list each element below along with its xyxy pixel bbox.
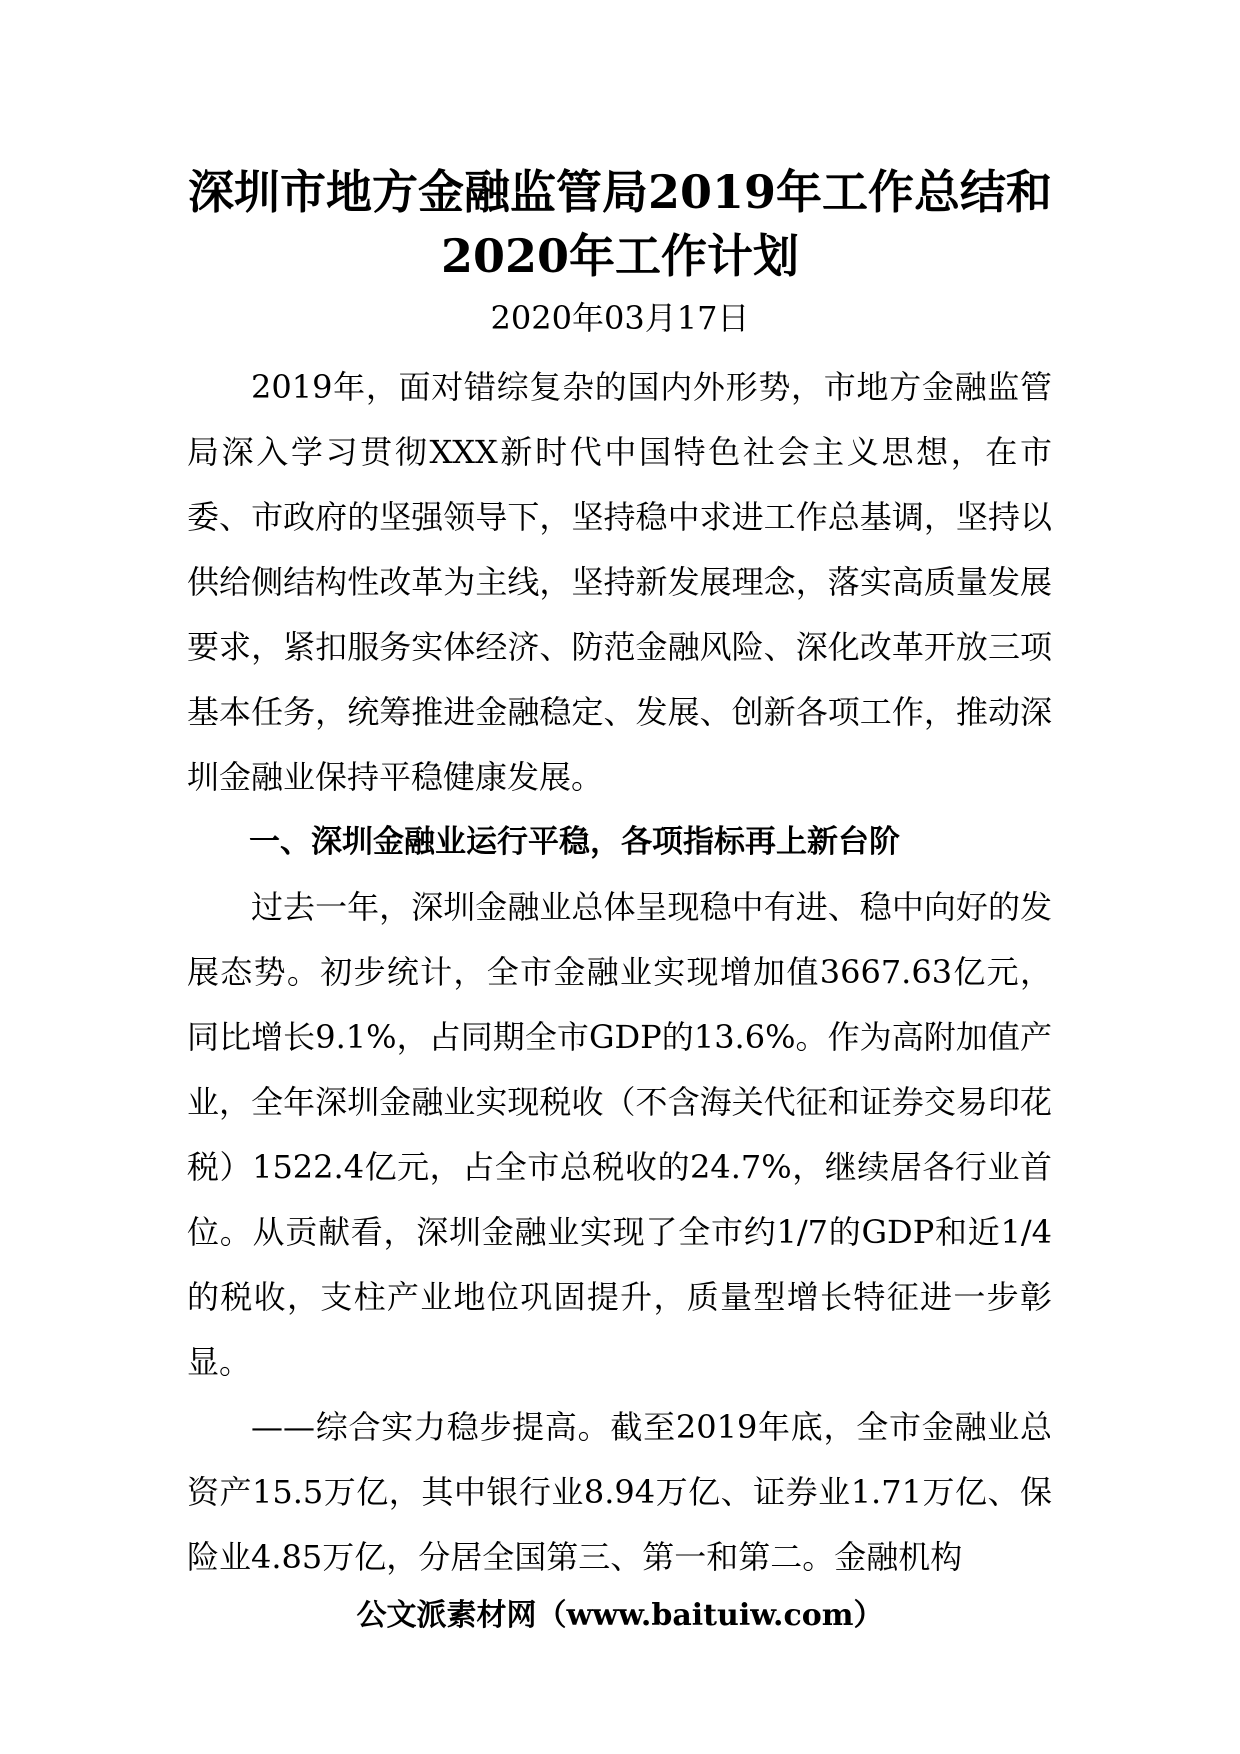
document-title-line-1: 深圳市地方金融监管局2019年工作总结和 <box>187 165 1053 219</box>
paragraph-overview: 过去一年，深圳金融业总体呈现稳中有进、稳中向好的发展态势。初步统计，全市金融业实现增加值3667.63亿元，同比增长9.1%，占同期全市GDP的13.6%。作为高附加值产业，全年深圳金融业实现税收（不含海关代征和证券交易印花税）1522.4亿元，占全市总税收的24.7%，继续居各行业首位。从贡献看，深圳金融业实现了全市约1/7的GDP和近1/4的税收，支柱产业地位巩固提升，质量型增长特征进一步彰显。 <box>187 888 1052 1381</box>
paragraph-intro: 2019年，面对错综复杂的国内外形势，市地方金融监管局深入学习贯彻XXX新时代中国特色社会主义思想，在市委、市政府的坚强领导下，坚持稳中求进工作总基调，坚持以供给侧结构性改革为主线，坚持新发展理念，落实高质量发展要求，紧扣服务实体经济、防范金融风险、深化改革开放三项基本任务，统筹推进金融稳定、发展、创新各项工作，推动深圳金融业保持平稳健康发展。 <box>187 368 1052 796</box>
document-title-line-2: 2020年工作计划 <box>440 229 800 283</box>
document-date: 2020年03月17日 <box>490 299 750 337</box>
footer-watermark: 公文派素材网（www.baituiw.com） <box>356 1598 884 1633</box>
paragraph-strength: ——综合实力稳步提高。截至2019年底，全市金融业总资产15.5万亿，其中银行业8.94万亿、证券业1.71万亿、保险业4.85万亿，分居全国第三、第一和第二。金融机构 <box>187 1408 1052 1576</box>
section-heading-1: 一、深圳金融业运行平稳，各项指标再上新台阶 <box>249 824 900 860</box>
document-body <box>187 355 1052 1590</box>
